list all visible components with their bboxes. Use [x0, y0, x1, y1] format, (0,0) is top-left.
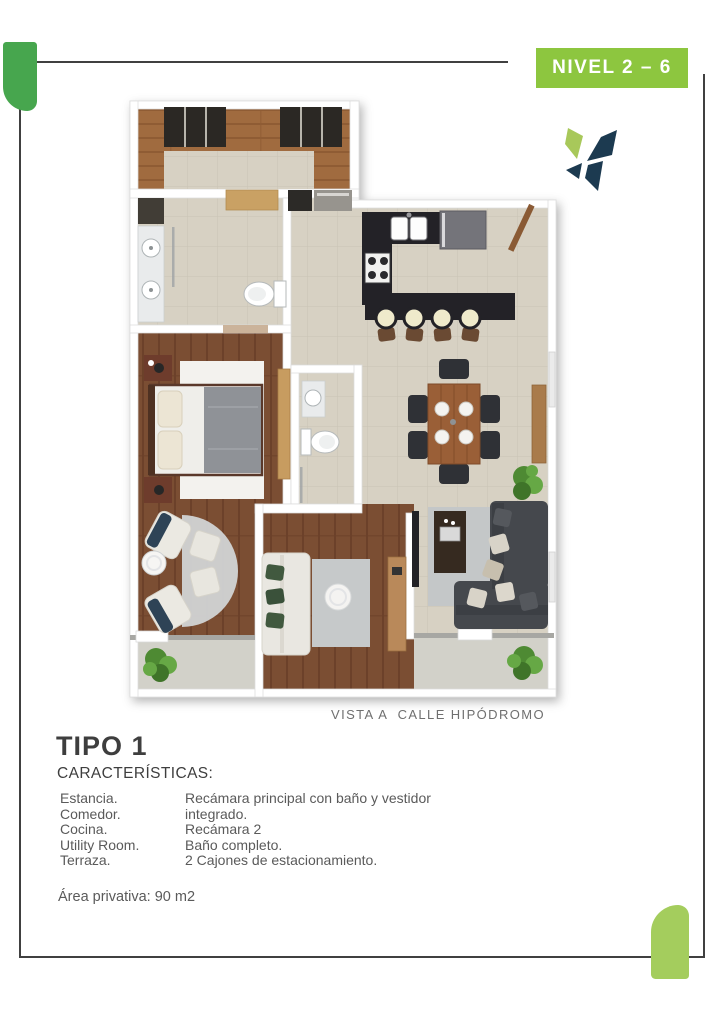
- logo-blade-navy-s: [585, 161, 603, 191]
- pillow: [492, 508, 512, 528]
- feature-item: Recámara 2: [185, 821, 262, 837]
- pillow: [265, 564, 285, 581]
- corner-leaf-top-left: [3, 42, 37, 111]
- logo-blade-navy-w: [566, 163, 582, 179]
- ottoman-2: [189, 566, 221, 598]
- feature-item: Estancia.: [60, 790, 118, 806]
- vestidor-bench: [226, 190, 278, 210]
- kitchen-sink-2: [410, 217, 427, 240]
- level-badge-label: NIVEL 2 – 6: [552, 57, 672, 78]
- frame-line-bottom: [19, 956, 705, 958]
- bath2-shower-glass: [300, 467, 303, 503]
- frame-line-left: [19, 84, 21, 958]
- unit-title: TIPO 1: [56, 731, 148, 761]
- pillow: [158, 431, 182, 469]
- feature-item: Utility Room.: [60, 836, 140, 853]
- plan-caption: VISTA A CALLE HIPÓDROMO: [331, 707, 545, 722]
- floor-hallway: [289, 325, 410, 511]
- pillow: [265, 588, 285, 605]
- bath2-toilet-tank: [301, 429, 311, 455]
- master-bed: [148, 385, 262, 475]
- window-right-1: [549, 352, 555, 407]
- bath2-sink: [305, 390, 321, 406]
- feature-item: Comedor.: [60, 805, 121, 822]
- bedroom-wardrobe: [278, 369, 290, 479]
- feature-item-parking: 2 Cajones de estacionamiento.: [185, 852, 378, 868]
- fridge: [440, 211, 486, 249]
- pillow: [495, 582, 516, 603]
- characteristics-heading: CARACTERÍSTICAS:: [57, 765, 214, 782]
- feature-item: Cocina.: [60, 821, 108, 837]
- private-area-note: Área privativa: 90 m2: [58, 889, 196, 905]
- round-table: [325, 584, 351, 610]
- utility-appliances: [288, 190, 352, 211]
- feature-item: Recámara principal con baño y vestidor integrado.: [185, 790, 431, 822]
- bath1-toilet-tank: [274, 281, 286, 307]
- bedroom-door-opening: [223, 325, 268, 333]
- pillow: [158, 391, 182, 427]
- coffee-table: [434, 511, 466, 573]
- features-columns: [60, 791, 455, 869]
- features-right-column: [185, 791, 455, 869]
- floor-plan: [128, 97, 568, 701]
- level-badge: [536, 48, 688, 88]
- feature-item: Terraza.: [60, 852, 111, 868]
- stove: [365, 253, 390, 283]
- terrace-right-door: [458, 629, 492, 640]
- corner-leaf-bottom-right: [651, 905, 689, 979]
- logo-blade-navy-ne: [587, 130, 617, 161]
- features-left-column: [60, 791, 185, 869]
- pillow: [265, 612, 284, 629]
- terrace-door-leaf: [532, 385, 546, 463]
- side-table: [142, 551, 166, 575]
- window-right-2: [549, 552, 555, 602]
- feature-item: Baño completo.: [185, 836, 283, 853]
- frame-line-top: [30, 61, 508, 63]
- bed-blanket: [204, 387, 261, 473]
- kitchen-sink-1: [391, 217, 408, 240]
- shower-glass: [172, 227, 175, 287]
- pillow: [519, 591, 539, 611]
- bath1-cabinet: [138, 198, 164, 224]
- tv: [412, 511, 419, 587]
- frame-line-right: [703, 74, 705, 958]
